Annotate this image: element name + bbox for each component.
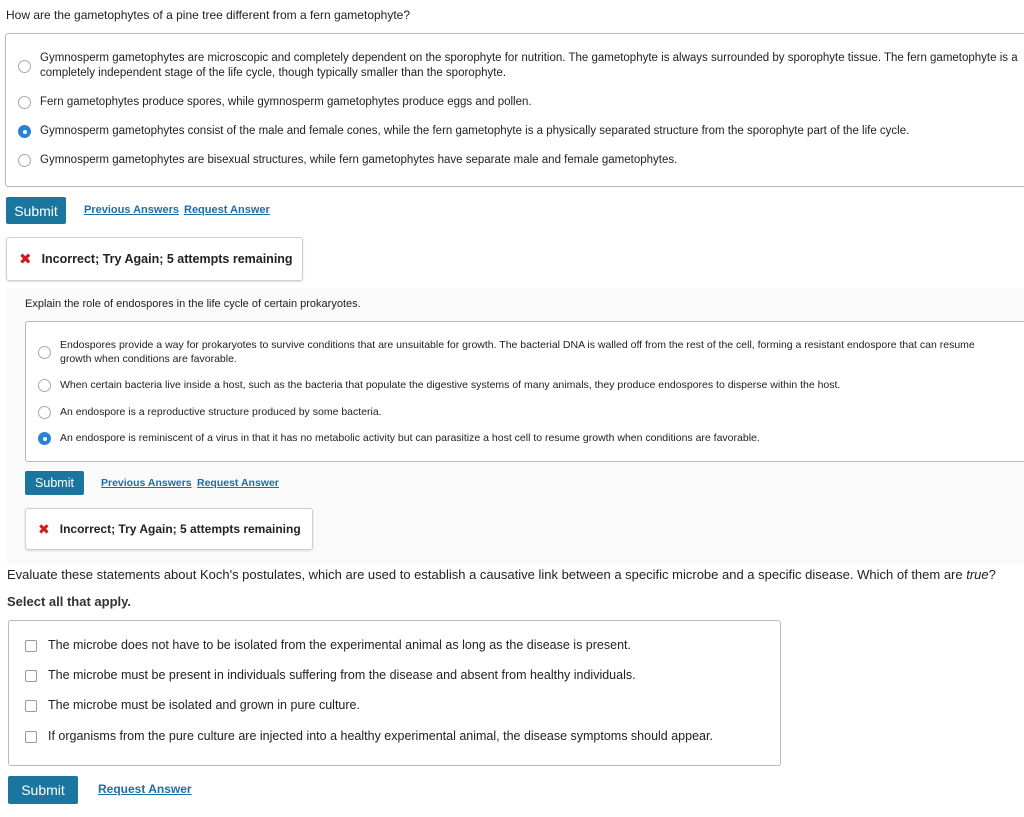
q1-option-4[interactable] [18,153,677,168]
incorrect-icon: ✖ [38,520,50,537]
radio-button[interactable] [18,154,31,167]
q3-option-1[interactable] [25,638,631,653]
q3-option-2-label: The microbe must be present in individuals suffering from the disease and absent from healthy individuals. [48,668,636,682]
q3-option-4-label: If organisms from the pure culture are injected into a healthy experimental animal, the disease symptoms should appear. [48,729,713,743]
q1-option-2-label: Fern gametophytes produce spores, while gymnosperm gametophytes produce eggs and pollen. [40,96,532,108]
checkbox[interactable] [25,731,37,743]
q3-prompt-text: Evaluate these statements about Koch's postulates, which are used to establish a causative link between a specific microbe and a specific disease. Which of them are [7,567,967,582]
q3-prompt [7,567,996,582]
radio-button[interactable] [18,60,31,73]
q1-option-1-line1: Gymnosperm gametophytes are microscopic and completely dependent on the sporophyte for nutrition. The gametophyte is always surrounded by sporophyte tissue. The fern gametophyte is a [40,52,1018,64]
q3-option-3[interactable] [25,698,360,713]
q2-request-answer-link[interactable]: Request Answer [197,477,279,489]
q1-previous-answers-link[interactable]: Previous Answers [84,204,179,216]
radio-button-selected[interactable] [38,432,51,445]
q2-option-4-label: An endospore is reminiscent of a virus in that it has no metabolic activity but can parasitize a host cell to resume growth when conditions are favorable. [60,432,760,444]
q1-option-2[interactable] [18,95,532,110]
radio-button[interactable] [18,96,31,109]
q2-option-3[interactable] [38,405,382,420]
q3-option-1-label: The microbe does not have to be isolated from the experimental animal as long as the disease is present. [48,638,631,652]
q1-request-answer-link[interactable]: Request Answer [184,204,270,216]
radio-button[interactable] [38,379,51,392]
q2-feedback-text: Incorrect; Try Again; 5 attempts remaining [59,522,301,536]
incorrect-icon: ✖ [19,251,32,268]
q2-option-1-line1: Endospores provide a way for prokaryotes to survive conditions that are unsuitable for growth. The bacterial DNA is walled off from the rest of the cell, forming a resistant endospore that can resume [60,339,975,351]
q1-option-3[interactable] [18,124,909,139]
q1-feedback-text: Incorrect; Try Again; 5 attempts remaining [41,252,293,266]
q3-option-4[interactable] [25,729,713,744]
checkbox[interactable] [25,670,37,682]
q2-prompt: Explain the role of endospores in the life cycle of certain prokaryotes. [25,298,361,310]
q2-option-4[interactable] [38,431,760,446]
q3-option-3-label: The microbe must be isolated and grown in pure culture. [48,698,360,712]
q2-option-3-label: An endospore is a reproductive structure produced by some bacteria. [60,406,382,418]
q2-submit-button[interactable]: Submit [25,471,84,495]
q1-option-3-label: Gymnosperm gametophytes consist of the male and female cones, while the fern gametophyte is a physically separated structure from the sporophyte part of the life cycle. [40,125,910,137]
q2-option-1[interactable] [38,338,975,366]
q1-prompt: How are the gametophytes of a pine tree different from a fern gametophyte? [6,8,411,22]
q3-prompt-end: ? [988,567,996,582]
q3-request-answer-link[interactable]: Request Answer [98,782,192,796]
q1-option-1[interactable] [18,51,1018,81]
q3-submit-button[interactable]: Submit [8,776,78,804]
radio-button[interactable] [38,406,51,419]
q1-option-1-line2: completely independent stage of the life cycle, though typically smaller than the sporophyte. [40,67,507,79]
q3-option-2[interactable] [25,668,636,683]
radio-button[interactable] [38,346,51,359]
q2-previous-answers-link[interactable]: Previous Answers [101,477,192,489]
q3-instruction: Select all that apply. [7,594,132,609]
q1-option-4-label: Gymnosperm gametophytes are bisexual structures, while fern gametophytes have separate male and female gametophytes. [40,154,678,166]
q1-feedback-box [6,237,303,281]
q3-prompt-emphasis: true [966,567,989,582]
q2-feedback-box [25,508,313,550]
q2-option-1-line2: growth when conditions are favorable. [60,353,237,365]
checkbox[interactable] [25,640,37,652]
radio-button-selected[interactable] [18,125,31,138]
q1-submit-button[interactable]: Submit [6,197,66,224]
checkbox[interactable] [25,700,37,712]
q2-option-2[interactable] [38,378,840,393]
q2-option-2-label: When certain bacteria live inside a host, such as the bacteria that populate the digestive systems of many animals, they produce endospores to disperse within the host. [60,379,841,391]
